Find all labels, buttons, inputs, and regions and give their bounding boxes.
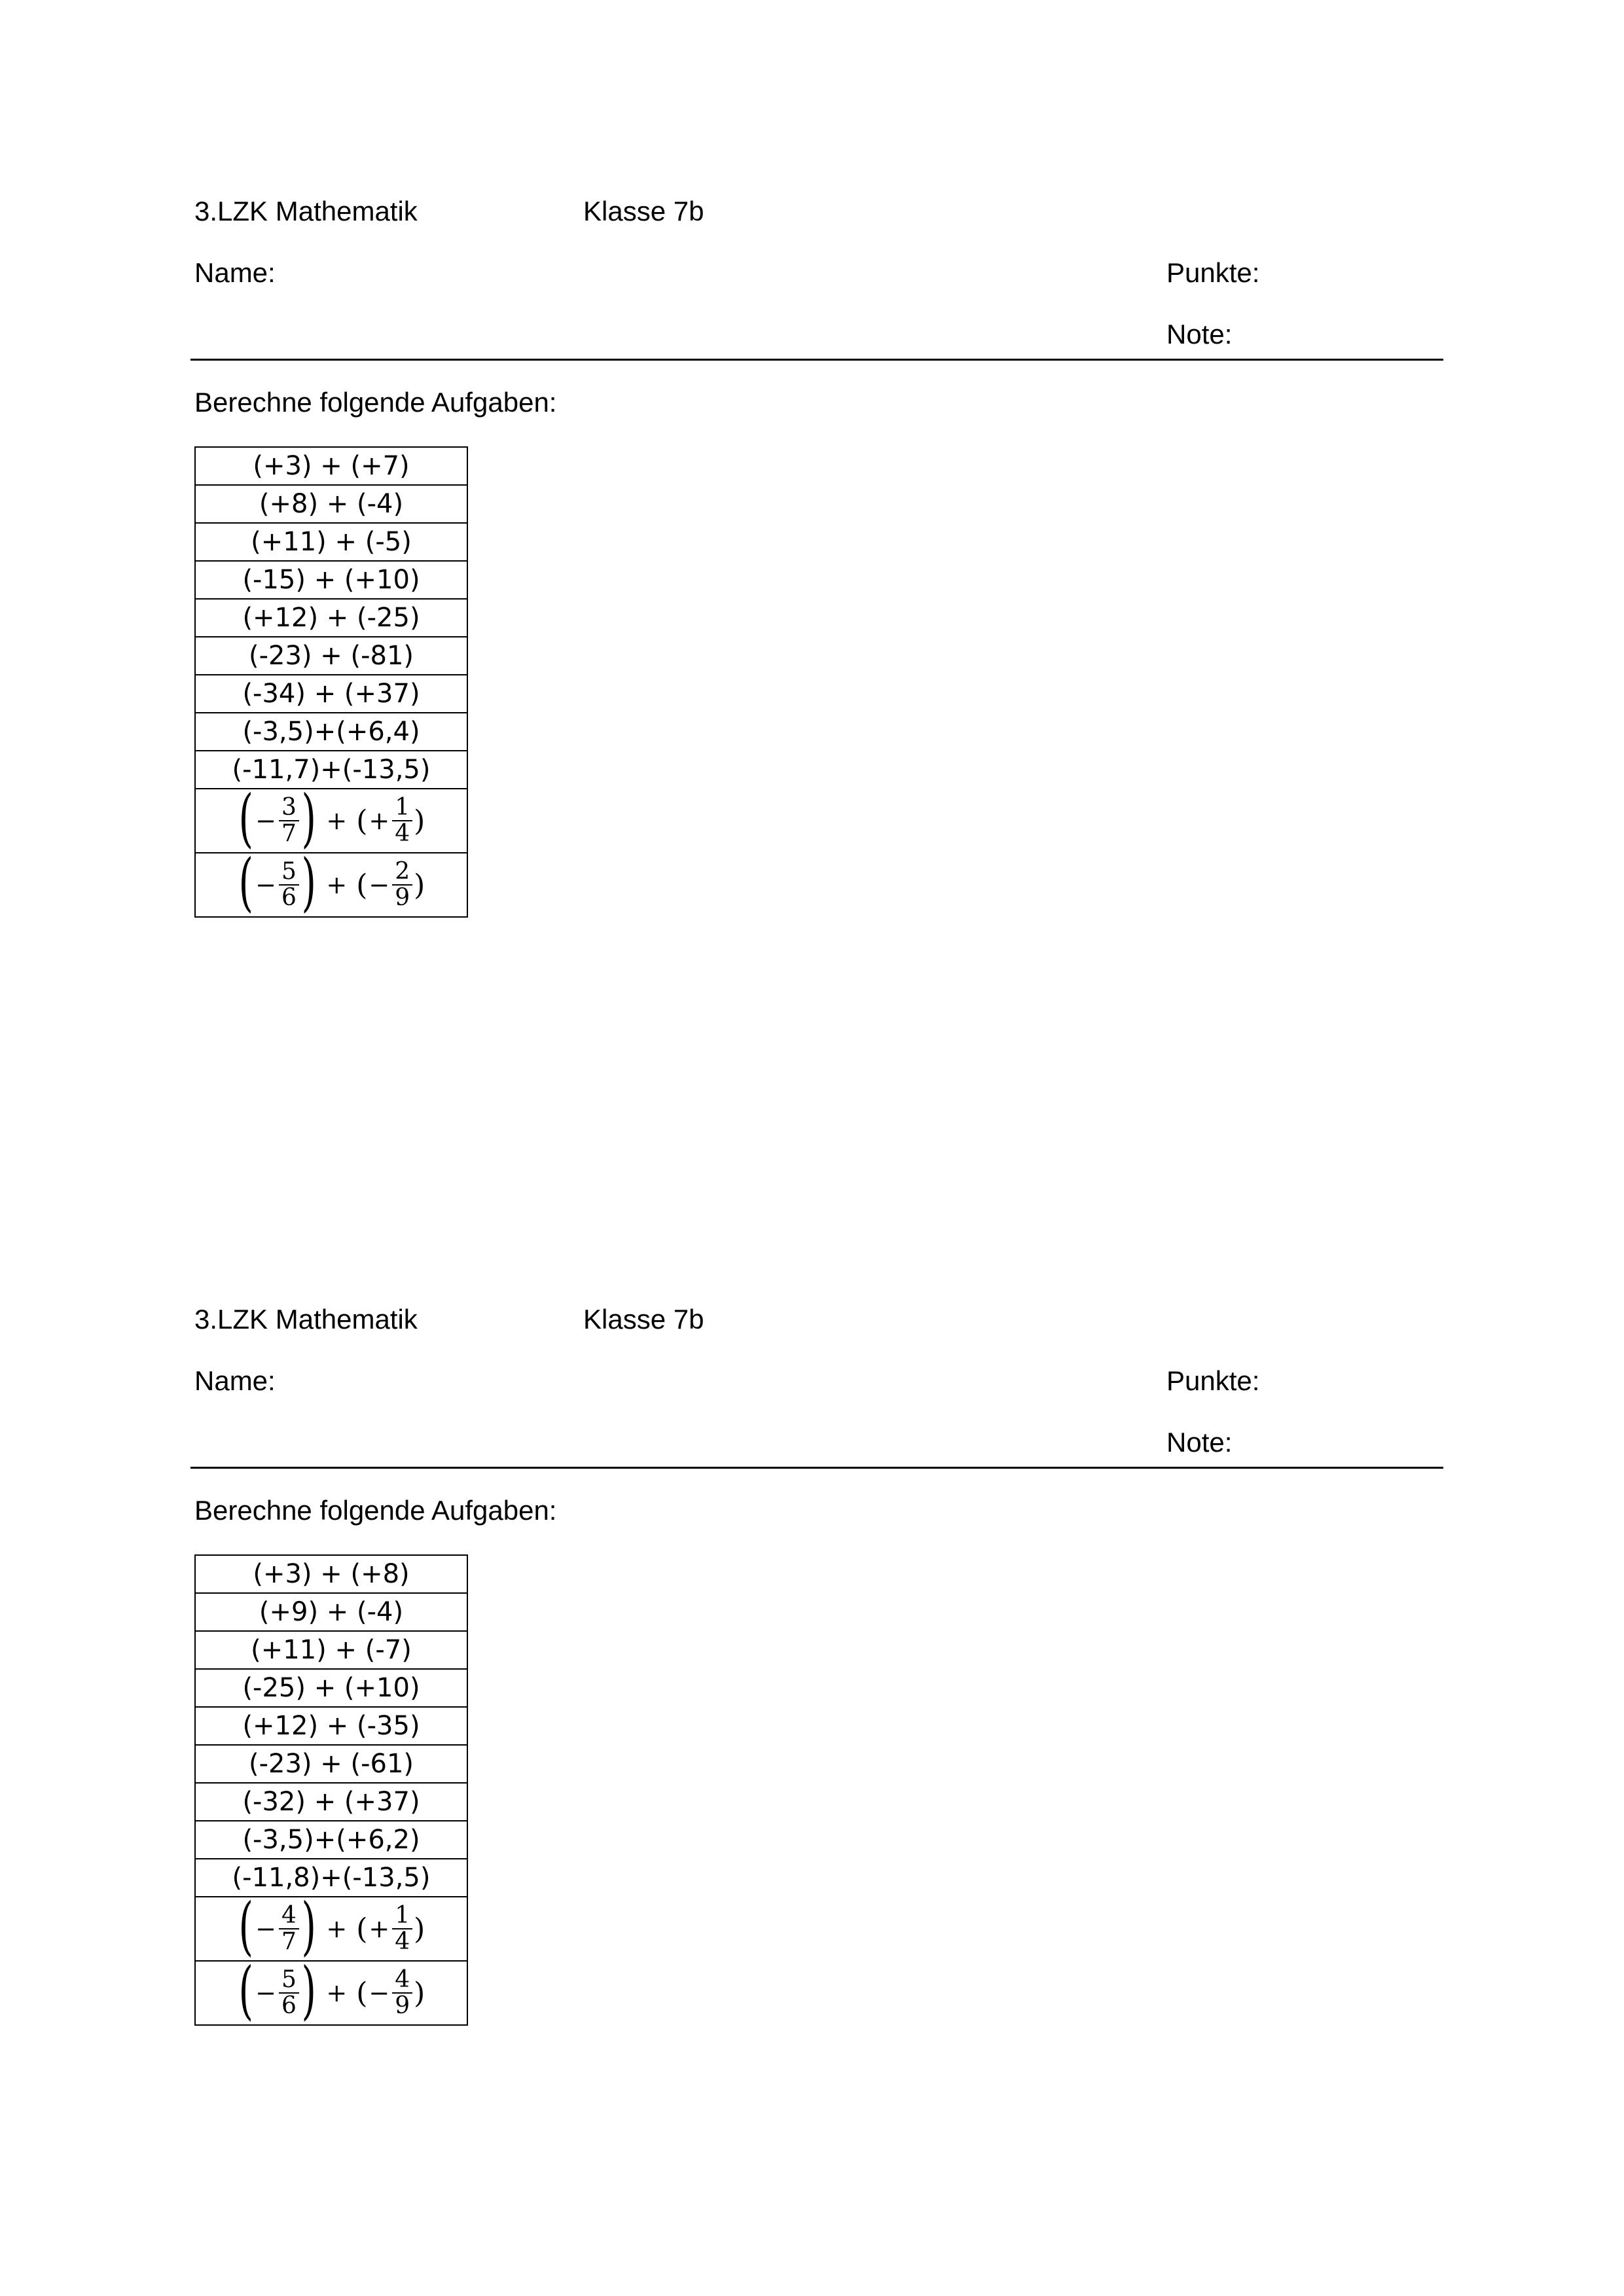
numerator: 5 (279, 1967, 299, 1994)
numerator: 2 (392, 859, 412, 886)
fraction-sign: − (255, 1914, 276, 1943)
fraction-expression: ( − $\frac{4}{7}$ ) + ( + $\frac{1}{4}$ ) (238, 1890, 425, 1963)
task-cell: (+3) + (+7) (195, 447, 467, 485)
task-cell: (-23) + (-81) (195, 637, 467, 675)
header-divider (190, 359, 1443, 361)
fraction-task-cell (195, 846, 467, 919)
instruction-text: Berechne folgende Aufgaben: (194, 387, 557, 418)
fraction-expression: ( − $\frac{3}{7}$ ) + ( + $\frac{1}{4}$ ) (238, 781, 425, 855)
denominator: 7 (281, 1928, 297, 1955)
fraction (279, 1903, 299, 1954)
table-row (195, 523, 467, 561)
task-cell: (-15) + (+10) (195, 561, 467, 599)
fraction-task-cell (195, 1890, 467, 1963)
name-label: Name: (194, 257, 276, 288)
table-row (195, 751, 467, 789)
table-row (195, 1859, 467, 1897)
task-cell: (+12) + (-35) (195, 1707, 467, 1745)
fraction-sign: − (255, 1979, 276, 2007)
grade-label: Note: (1166, 319, 1233, 350)
fraction-sign: − (255, 870, 276, 899)
test-title: 3.LZK Mathematik (194, 1304, 418, 1335)
numerator: 4 (279, 1903, 299, 1929)
table-row (195, 713, 467, 751)
table-row (195, 1783, 467, 1821)
fraction-sign: + (369, 1914, 390, 1943)
denominator: 4 (395, 820, 410, 847)
table-row (195, 853, 467, 917)
task-cell: (+9) + (-4) (195, 1593, 467, 1631)
operator: + (326, 806, 348, 835)
table-row (195, 1821, 467, 1859)
operator: + (326, 1979, 348, 2007)
task-cell: (-23) + (-61) (195, 1745, 467, 1783)
fraction-sign: − (255, 806, 276, 835)
task-cell: (-32) + (+37) (195, 1783, 467, 1821)
numerator: 3 (279, 795, 299, 821)
table-row (195, 561, 467, 599)
table-row (195, 637, 467, 675)
task-table (194, 446, 468, 918)
fraction-task-cell (195, 781, 467, 855)
points-label: Punkte: (1166, 1365, 1260, 1396)
fraction-sign: + (369, 806, 390, 835)
instruction-text: Berechne folgende Aufgaben: (194, 1495, 557, 1526)
class-label: Klasse 7b (583, 1304, 704, 1335)
fraction-expression: ( − $\frac{5}{6}$ ) + ( − $\frac{2}{9}$ ) (238, 846, 425, 919)
numerator: 4 (392, 1967, 412, 1994)
fraction (392, 859, 412, 910)
task-cell: (-11,8)+(-13,5) (195, 1859, 467, 1897)
task-cell: (+12) + (-25) (195, 599, 467, 637)
fraction (279, 859, 299, 910)
fraction-expression: ( − $\frac{5}{6}$ ) + ( − $\frac{4}{9}$ ) (238, 1954, 425, 2027)
task-cell: (+3) + (+8) (195, 1555, 467, 1593)
table-row (195, 789, 467, 853)
task-cell: (-25) + (+10) (195, 1669, 467, 1707)
fraction (392, 1967, 412, 2018)
denominator: 7 (281, 820, 297, 847)
denominator: 6 (281, 1992, 297, 2019)
test-title: 3.LZK Mathematik (194, 196, 418, 226)
points-label: Punkte: (1166, 257, 1260, 288)
fraction (392, 795, 412, 846)
table-row (195, 1669, 467, 1707)
numerator: 5 (279, 859, 299, 886)
denominator: 9 (395, 884, 410, 911)
fraction (279, 795, 299, 846)
table-row (195, 485, 467, 523)
table-row (195, 675, 467, 713)
fraction-task-cell (195, 1954, 467, 2027)
table-row (195, 1555, 467, 1593)
table-row (195, 599, 467, 637)
task-cell: (-3,5)+(+6,4) (195, 713, 467, 751)
table-row (195, 1961, 467, 2025)
task-cell: (+11) + (-5) (195, 523, 467, 561)
task-table (194, 1554, 468, 2026)
task-cell: (+8) + (-4) (195, 485, 467, 523)
fraction (392, 1903, 412, 1954)
table-row (195, 1897, 467, 1961)
table-row (195, 1707, 467, 1745)
table-row (195, 1631, 467, 1669)
denominator: 6 (281, 884, 297, 911)
grade-label: Note: (1166, 1427, 1233, 1458)
name-label: Name: (194, 1365, 276, 1396)
table-row (195, 1593, 467, 1631)
denominator: 9 (395, 1992, 410, 2019)
fraction-sign: − (369, 870, 390, 899)
numerator: 1 (392, 795, 412, 821)
task-cell: (-34) + (+37) (195, 675, 467, 713)
denominator: 4 (395, 1928, 410, 1955)
operator: + (326, 870, 348, 899)
header-divider (190, 1467, 1443, 1469)
fraction (279, 1967, 299, 2018)
class-label: Klasse 7b (583, 196, 704, 226)
numerator: 1 (392, 1903, 412, 1929)
table-row (195, 447, 467, 485)
fraction-sign: − (369, 1979, 390, 2007)
task-cell: (-11,7)+(-13,5) (195, 751, 467, 789)
task-cell: (+11) + (-7) (195, 1631, 467, 1669)
task-cell: (-3,5)+(+6,2) (195, 1821, 467, 1859)
operator: + (326, 1914, 348, 1943)
table-row (195, 1745, 467, 1783)
